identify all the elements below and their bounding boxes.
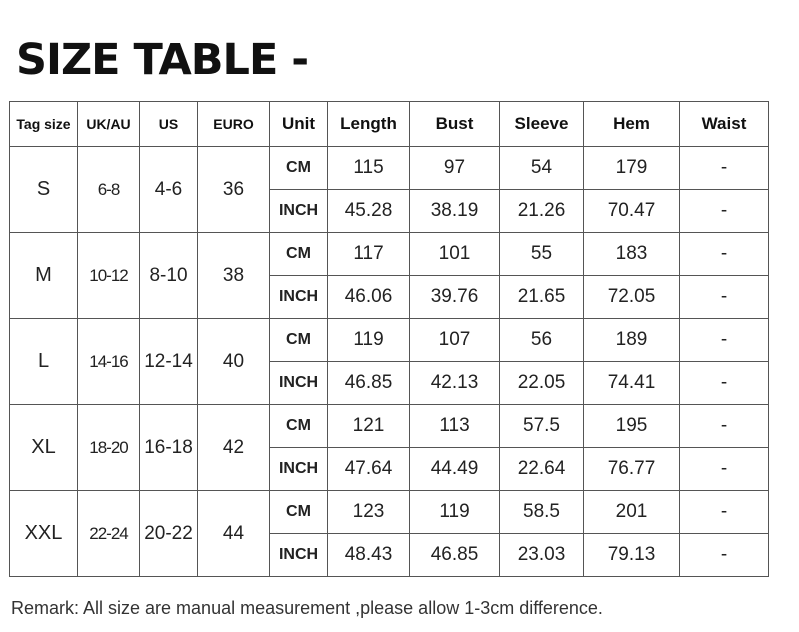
- table-row-l-cm: [10, 319, 769, 362]
- sleeve-cell: 56: [500, 319, 584, 362]
- waist-cell: -: [680, 362, 769, 405]
- length-cell: 121: [328, 405, 410, 448]
- unit-cell: CM: [270, 491, 328, 534]
- unit-cell: CM: [270, 405, 328, 448]
- waist-cell: -: [680, 319, 769, 362]
- header-uk-au: UK/AU: [78, 102, 140, 147]
- uk-au-cell: 10-12: [78, 233, 140, 319]
- euro-cell: 42: [198, 405, 270, 491]
- unit-cell: INCH: [270, 190, 328, 233]
- length-cell: 115: [328, 147, 410, 190]
- sleeve-cell: 21.26: [500, 190, 584, 233]
- sleeve-cell: 55: [500, 233, 584, 276]
- hem-cell: 74.41: [584, 362, 680, 405]
- header-bust: Bust: [410, 102, 500, 147]
- uk-au-cell: 14-16: [78, 319, 140, 405]
- size-table: [9, 101, 769, 577]
- length-cell: 47.64: [328, 448, 410, 491]
- header-tag-size: Tag size: [10, 102, 78, 147]
- uk-au-cell: 22-24: [78, 491, 140, 577]
- header-euro: EURO: [198, 102, 270, 147]
- tag-size-cell: M: [10, 233, 78, 319]
- unit-cell: INCH: [270, 276, 328, 319]
- waist-cell: -: [680, 491, 769, 534]
- length-cell: 46.06: [328, 276, 410, 319]
- hem-cell: 195: [584, 405, 680, 448]
- euro-cell: 36: [198, 147, 270, 233]
- sleeve-cell: 57.5: [500, 405, 584, 448]
- table-header-row: [10, 102, 769, 147]
- length-cell: 117: [328, 233, 410, 276]
- bust-cell: 42.13: [410, 362, 500, 405]
- bust-cell: 46.85: [410, 534, 500, 577]
- unit-cell: INCH: [270, 362, 328, 405]
- unit-cell: INCH: [270, 448, 328, 491]
- uk-au-cell: 6-8: [78, 147, 140, 233]
- length-cell: 46.85: [328, 362, 410, 405]
- us-cell: 4-6: [140, 147, 198, 233]
- euro-cell: 44: [198, 491, 270, 577]
- tag-size-cell: S: [10, 147, 78, 233]
- bust-cell: 101: [410, 233, 500, 276]
- us-cell: 16-18: [140, 405, 198, 491]
- waist-cell: -: [680, 276, 769, 319]
- sleeve-cell: 22.64: [500, 448, 584, 491]
- length-cell: 119: [328, 319, 410, 362]
- tag-size-cell: XL: [10, 405, 78, 491]
- unit-cell: INCH: [270, 534, 328, 577]
- unit-cell: CM: [270, 233, 328, 276]
- header-unit: Unit: [270, 102, 328, 147]
- header-us: US: [140, 102, 198, 147]
- length-cell: 48.43: [328, 534, 410, 577]
- bust-cell: 107: [410, 319, 500, 362]
- hem-cell: 70.47: [584, 190, 680, 233]
- bust-cell: 113: [410, 405, 500, 448]
- sleeve-cell: 21.65: [500, 276, 584, 319]
- unit-cell: CM: [270, 319, 328, 362]
- bust-cell: 39.76: [410, 276, 500, 319]
- bust-cell: 38.19: [410, 190, 500, 233]
- bust-cell: 97: [410, 147, 500, 190]
- header-waist: Waist: [680, 102, 769, 147]
- bust-cell: 119: [410, 491, 500, 534]
- bust-cell: 44.49: [410, 448, 500, 491]
- waist-cell: -: [680, 190, 769, 233]
- uk-au-cell: 18-20: [78, 405, 140, 491]
- waist-cell: -: [680, 405, 769, 448]
- waist-cell: -: [680, 448, 769, 491]
- waist-cell: -: [680, 233, 769, 276]
- tag-size-cell: XXL: [10, 491, 78, 577]
- page-title: SIZE TABLE -: [16, 35, 309, 85]
- length-cell: 45.28: [328, 190, 410, 233]
- header-hem: Hem: [584, 102, 680, 147]
- header-length: Length: [328, 102, 410, 147]
- length-cell: 123: [328, 491, 410, 534]
- sleeve-cell: 58.5: [500, 491, 584, 534]
- euro-cell: 40: [198, 319, 270, 405]
- us-cell: 8-10: [140, 233, 198, 319]
- sleeve-cell: 22.05: [500, 362, 584, 405]
- table-row-xl-cm: [10, 405, 769, 448]
- hem-cell: 183: [584, 233, 680, 276]
- table-row-s-cm: [10, 147, 769, 190]
- sleeve-cell: 54: [500, 147, 584, 190]
- waist-cell: -: [680, 147, 769, 190]
- hem-cell: 79.13: [584, 534, 680, 577]
- hem-cell: 201: [584, 491, 680, 534]
- waist-cell: -: [680, 534, 769, 577]
- remark-note: Remark: All size are manual measurement ,please allow 1-3cm difference.: [11, 598, 603, 618]
- sleeve-cell: 23.03: [500, 534, 584, 577]
- us-cell: 12-14: [140, 319, 198, 405]
- table-row-xxl-cm: [10, 491, 769, 534]
- header-sleeve: Sleeve: [500, 102, 584, 147]
- hem-cell: 72.05: [584, 276, 680, 319]
- euro-cell: 38: [198, 233, 270, 319]
- hem-cell: 76.77: [584, 448, 680, 491]
- tag-size-cell: L: [10, 319, 78, 405]
- table-row-m-cm: [10, 233, 769, 276]
- hem-cell: 189: [584, 319, 680, 362]
- hem-cell: 179: [584, 147, 680, 190]
- us-cell: 20-22: [140, 491, 198, 577]
- unit-cell: CM: [270, 147, 328, 190]
